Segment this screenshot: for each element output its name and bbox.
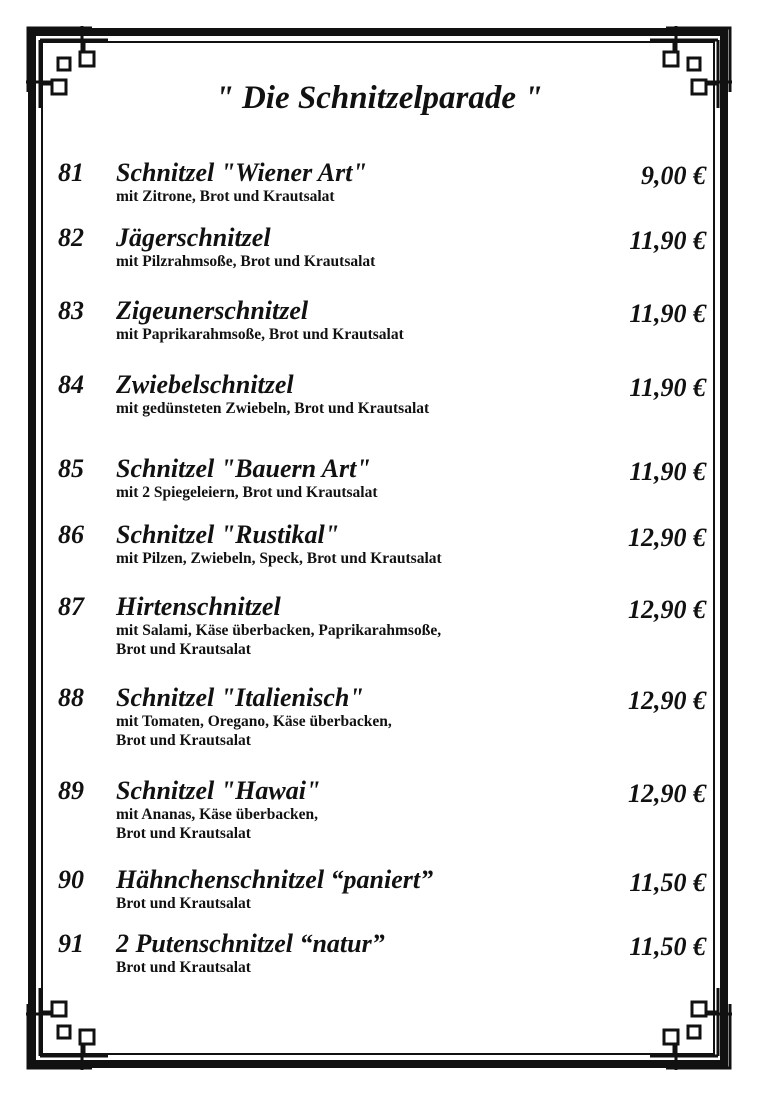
item-name: 2 Putenschnitzel “natur” [116, 929, 385, 958]
item-price: 12,90 € [628, 686, 706, 715]
item-number: 91 [58, 929, 84, 958]
item-price: 11,50 € [629, 868, 706, 897]
item-description [116, 805, 318, 843]
item-description-line-2: Brot und Krautsalat [116, 732, 251, 749]
item-name: Schnitzel "Hawai" [116, 776, 321, 805]
item-price: 11,90 € [629, 299, 706, 328]
item-name: Zigeunerschnitzel [116, 296, 309, 325]
item-name: Schnitzel "Wiener Art" [116, 158, 367, 187]
item-description: mit Paprikarahmsoße, Brot und Krautsalat [116, 326, 404, 343]
item-price: 9,00 € [641, 161, 706, 190]
item-name: Schnitzel "Italienisch" [116, 683, 364, 712]
item-name: Schnitzel "Rustikal" [116, 520, 340, 549]
item-name: Hähnchenschnitzel “paniert” [116, 865, 434, 894]
item-description-line-2: Brot und Krautsalat [116, 641, 251, 658]
corner-ornament-icon [22, 984, 112, 1074]
item-price: 11,90 € [629, 373, 706, 402]
item-description: mit Pilzrahmsoße, Brot und Krautsalat [116, 253, 376, 270]
corner-ornament-icon [646, 984, 736, 1074]
item-description: mit Zitrone, Brot und Krautsalat [116, 188, 335, 205]
item-number: 86 [58, 520, 84, 549]
item-number: 82 [58, 223, 84, 252]
item-number: 90 [58, 865, 84, 894]
item-description-line-2: Brot und Krautsalat [116, 825, 251, 842]
item-price: 11,50 € [629, 932, 706, 961]
item-name: Zwiebelschnitzel [116, 370, 294, 399]
item-name: Hirtenschnitzel [116, 592, 281, 621]
item-number: 83 [58, 296, 84, 325]
item-description [116, 621, 441, 659]
item-description: Brot und Krautsalat [116, 959, 251, 976]
item-description: mit 2 Spiegeleiern, Brot und Krautsalat [116, 484, 378, 501]
item-number: 84 [58, 370, 84, 399]
item-description: Brot und Krautsalat [116, 895, 251, 912]
item-price: 11,90 € [629, 457, 706, 486]
item-number: 89 [58, 776, 84, 805]
item-description: mit Pilzen, Zwiebeln, Speck, Brot und Krautsalat [116, 550, 442, 567]
item-description-line-1: mit Tomaten, Oregano, Käse überbacken, [116, 713, 392, 730]
item-price: 12,90 € [628, 523, 706, 552]
menu-title: " Die Schnitzelparade " [215, 80, 543, 116]
item-description [116, 712, 392, 750]
item-number: 88 [58, 683, 84, 712]
item-price: 12,90 € [628, 779, 706, 808]
item-number: 85 [58, 454, 84, 483]
item-name: Jägerschnitzel [116, 223, 271, 252]
item-name: Schnitzel "Bauern Art" [116, 454, 371, 483]
item-description: mit gedünsteten Zwiebeln, Brot und Krautsalat [116, 400, 430, 417]
item-price: 12,90 € [628, 595, 706, 624]
item-number: 81 [58, 158, 84, 187]
item-description-line-1: mit Salami, Käse überbacken, Paprikarahmsoße, [116, 622, 442, 639]
item-price: 11,90 € [629, 226, 706, 255]
item-description-line-1: mit Ananas, Käse überbacken, [116, 806, 318, 823]
item-number: 87 [58, 592, 84, 621]
